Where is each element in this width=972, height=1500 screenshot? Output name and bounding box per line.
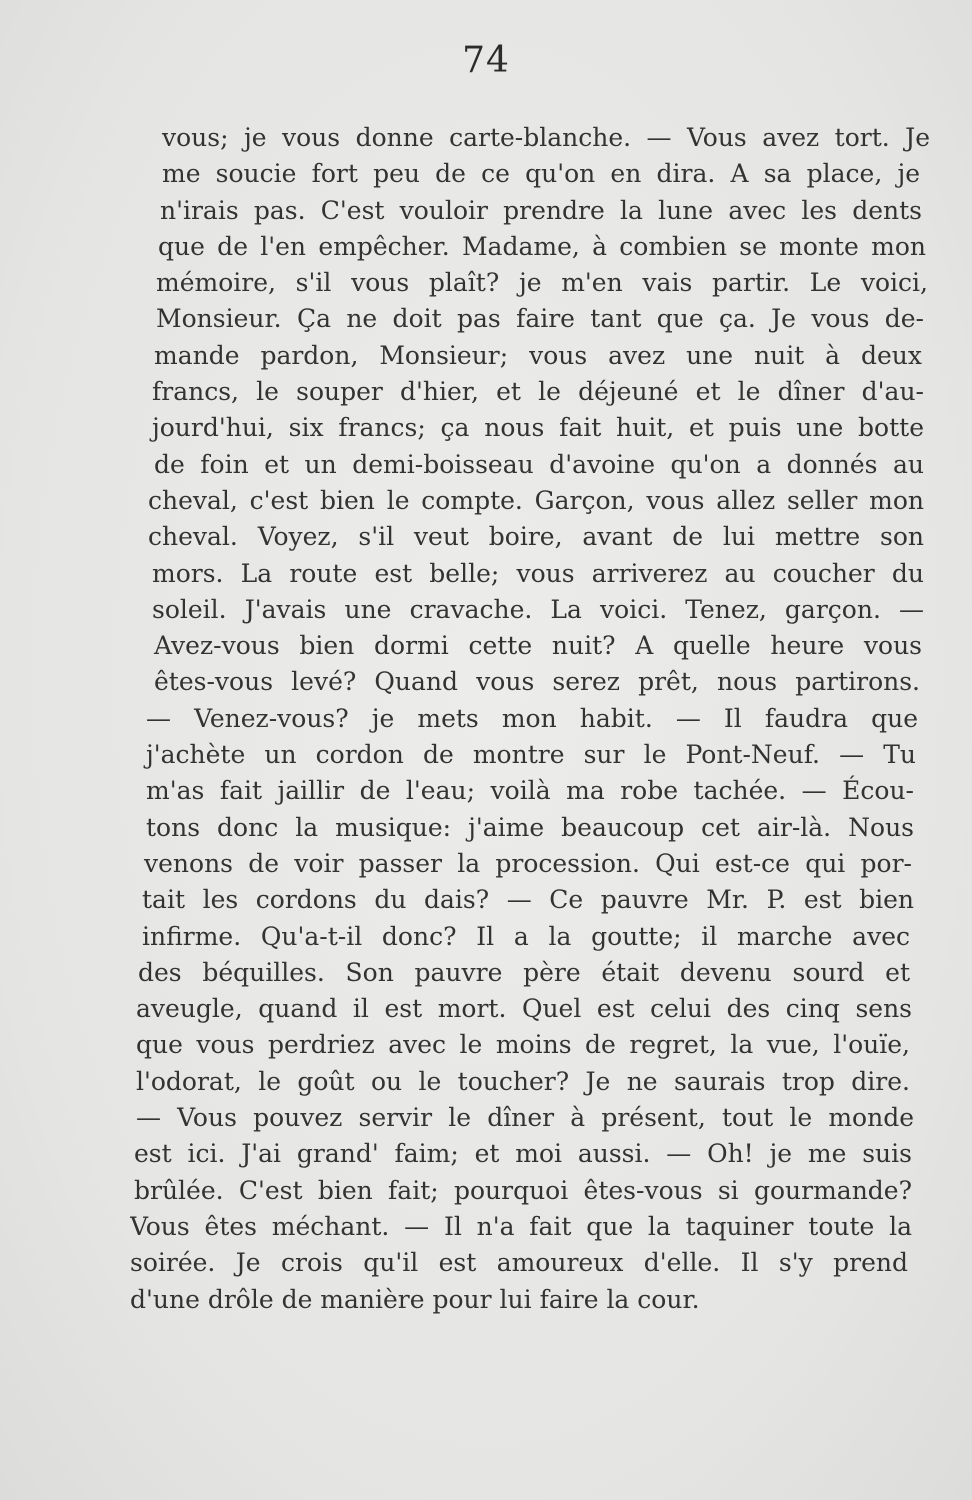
text-line: est ici. J'ai grand' faim; et moi aussi. — Oh! je me suis <box>134 1139 912 1169</box>
body-text <box>130 120 930 1318</box>
text-line: Monsieur. Ça ne doit pas faire tant que ça. Je vous de- <box>156 304 924 334</box>
text-line: francs, le souper d'hier, et le déjeuné et le dîner d'au- <box>152 377 924 407</box>
text-line: l'odorat, le goût ou le toucher? Je ne saurais trop dire. <box>136 1066 910 1096</box>
text-line: mors. La route est belle; vous arriverez au coucher du <box>152 558 924 588</box>
text-line: jourd'hui, six francs; ça nous fait huit, et puis une botte <box>152 413 924 443</box>
page-number: 74 <box>462 40 510 81</box>
text-line: venons de voir passer la procession. Qui est-ce qui por- <box>144 848 912 878</box>
text-line: Vous êtes méchant. — Il n'a fait que la taquiner toute la <box>130 1211 912 1241</box>
text-line: infirme. Qu'a-t-il donc? Il a la goutte; il marche avec <box>142 921 910 951</box>
text-line: cheval, c'est bien le compte. Garçon, vous allez seller mon <box>148 485 924 515</box>
text-line: n'irais pas. C'est vouloir prendre la lune avec les dents <box>160 195 922 225</box>
text-line: m'as fait jaillir de l'eau; voilà ma robe tachée. — Écou- <box>146 776 914 806</box>
text-line: soleil. J'avais une cravache. La voici. Tenez, garçon. — <box>152 594 924 624</box>
text-line: que vous perdriez avec le moins de regret, la vue, l'ouïe, <box>136 1030 910 1060</box>
text-line: tons donc la musique: j'aime beaucoup cet air-là. Nous <box>146 812 914 842</box>
text-line: cheval. Voyez, s'il veut boire, avant de lui mettre son <box>148 522 924 552</box>
text-line: de foin et un demi-boisseau d'avoine qu'on a donnés au <box>154 449 924 479</box>
text-line: d'une drôle de manière pour lui faire la cour. <box>130 1284 700 1314</box>
text-line: Avez-vous bien dormi cette nuit? A quelle heure vous <box>154 631 922 661</box>
text-line: — Venez-vous? je mets mon habit. — Il faudra que <box>146 703 918 733</box>
text-line: brûlée. C'est bien fait; pourquoi êtes-vous si gourmande? <box>134 1175 912 1205</box>
text-line: j'achète un cordon de montre sur le Pont-Neuf. — Tu <box>146 740 916 770</box>
text-line: mande pardon, Monsieur; vous avez une nuit à deux <box>154 340 922 370</box>
text-line: — Vous pouvez servir le dîner à présent, tout le monde <box>136 1103 914 1133</box>
text-line: mémoire, s'il vous plaît? je m'en vais partir. Le voici, <box>156 268 928 298</box>
text-line: des béquilles. Son pauvre père était devenu sourd et <box>138 957 910 987</box>
text-line: me soucie fort peu de ce qu'on en dira. A sa place, je <box>162 159 920 189</box>
text-line: êtes-vous levé? Quand vous serez prêt, nous partirons. <box>154 667 920 697</box>
text-line: soirée. Je crois qu'il est amoureux d'elle. Il s'y prend <box>130 1248 908 1278</box>
text-line: tait les cordons du dais? — Ce pauvre Mr. P. est bien <box>142 885 914 915</box>
text-line: vous; je vous donne carte-blanche. — Vous avez tort. Je <box>162 123 930 152</box>
text-line: aveugle, quand il est mort. Quel est celui des cinq sens <box>136 994 912 1024</box>
text-line: que de l'en empêcher. Madame, à combien se monte mon <box>158 231 926 261</box>
